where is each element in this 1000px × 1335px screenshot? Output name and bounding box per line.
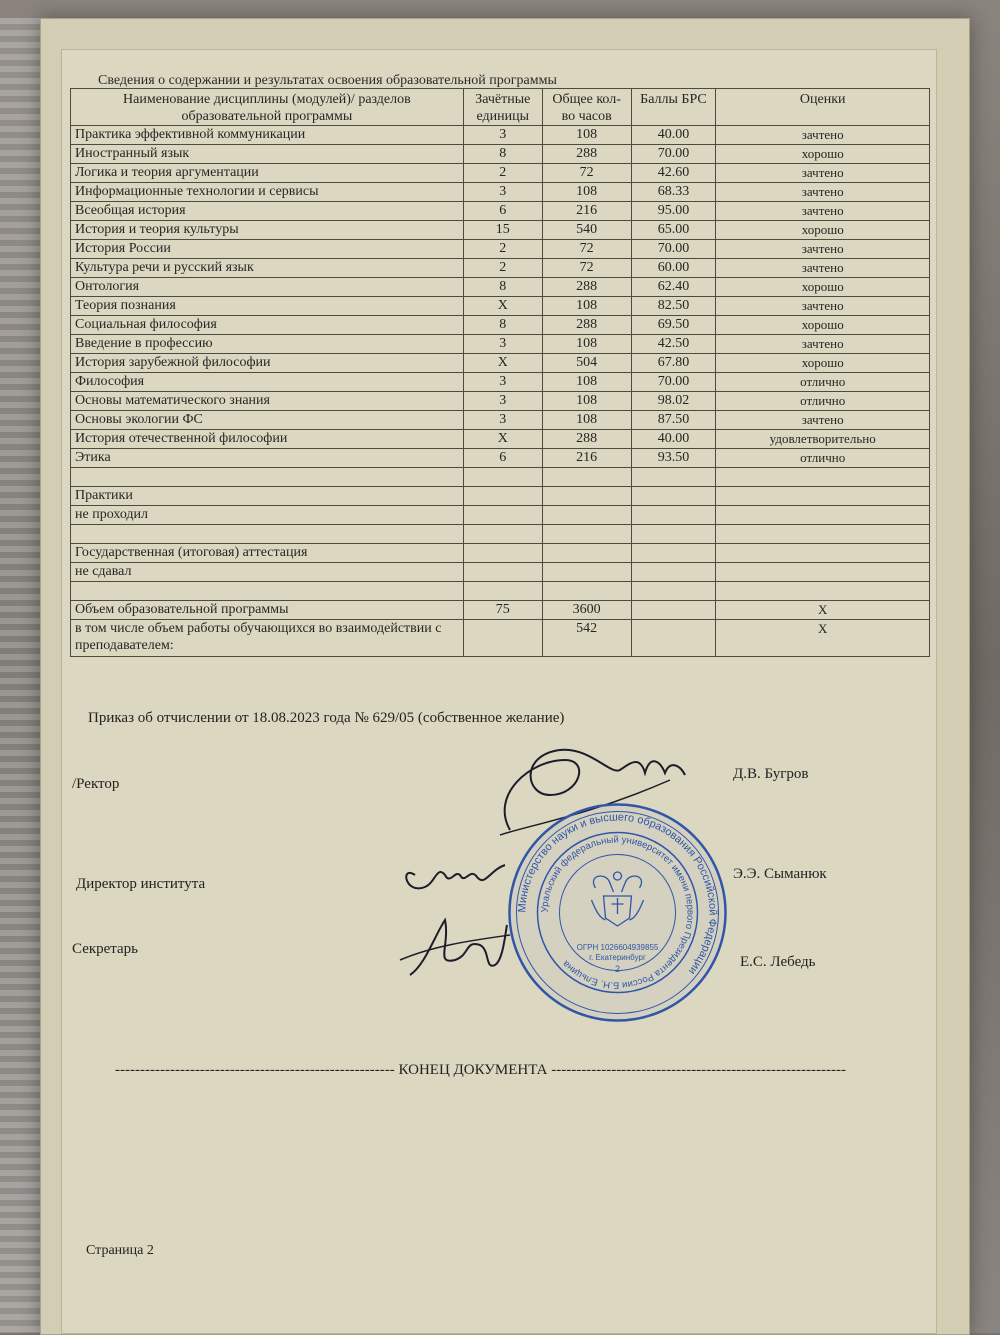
discipline-brs: 98.02 [631, 392, 716, 411]
discipline-credits: 3 [463, 335, 542, 354]
table-row [71, 297, 930, 316]
discipline-hours: 108 [542, 183, 631, 202]
discipline-grade: зачтено [716, 297, 930, 316]
director-name: Э.Э. Сыманюк [733, 866, 827, 882]
discipline-brs: 40.00 [631, 126, 716, 145]
practices-value: не проходил [71, 506, 464, 525]
discipline-name: Культура речи и русский язык [71, 259, 464, 278]
discipline-credits: 6 [463, 449, 542, 468]
table-row [71, 126, 930, 145]
discipline-grade: зачтено [716, 164, 930, 183]
discipline-name: Иностранный язык [71, 145, 464, 164]
contact-label: в том числе объем работы обучающихся во взаимодействии с преподавателем: [71, 620, 464, 657]
column-header-name: Наименование дисциплины (модулей)/ разделов образовательной программы [71, 89, 464, 126]
discipline-hours: 108 [542, 335, 631, 354]
discipline-hours: 288 [542, 145, 631, 164]
discipline-grade: отлично [716, 392, 930, 411]
discipline-grade: зачтено [716, 183, 930, 202]
seal-ogrn: ОГРН 1026604939855 [576, 943, 659, 952]
discipline-name: Всеобщая история [71, 202, 464, 221]
discipline-credits: 2 [463, 240, 542, 259]
discipline-name: История зарубежной философии [71, 354, 464, 373]
discipline-name: Введение в профессию [71, 335, 464, 354]
discipline-grade: хорошо [716, 221, 930, 240]
table-row [71, 183, 930, 202]
table-row [71, 316, 930, 335]
page-number: Страница 2 [86, 1243, 154, 1258]
discipline-brs: 87.50 [631, 411, 716, 430]
discipline-name: История России [71, 240, 464, 259]
discipline-name: Теория познания [71, 297, 464, 316]
discipline-grade: отлично [716, 373, 930, 392]
discipline-hours: 288 [542, 430, 631, 449]
discipline-brs: 95.00 [631, 202, 716, 221]
column-header-grade: Оценки [716, 89, 930, 126]
discipline-grade: зачтено [716, 240, 930, 259]
discipline-brs: 70.00 [631, 240, 716, 259]
secretary-signature [395, 905, 515, 985]
table-row [71, 525, 930, 544]
discipline-hours: 108 [542, 411, 631, 430]
volume-grade: X [716, 601, 930, 620]
discipline-grade: зачтено [716, 126, 930, 145]
discipline-brs: 70.00 [631, 145, 716, 164]
discipline-brs: 65.00 [631, 221, 716, 240]
table-row [71, 354, 930, 373]
practices-value-row [71, 506, 930, 525]
discipline-credits: 8 [463, 278, 542, 297]
table-row [71, 411, 930, 430]
discipline-brs: 62.40 [631, 278, 716, 297]
table-row [71, 278, 930, 297]
discipline-brs: 42.60 [631, 164, 716, 183]
discipline-brs: 82.50 [631, 297, 716, 316]
director-signature [395, 845, 515, 905]
table-row [71, 373, 930, 392]
table-header-row [71, 89, 930, 126]
seal-outer-text: Министерство науки и высшего образования Российской Федерации [516, 811, 719, 977]
discipline-brs: 68.33 [631, 183, 716, 202]
discipline-name: Основы экологии ФС [71, 411, 464, 430]
rector-label: /Ректор [72, 776, 120, 792]
discipline-credits: 3 [463, 183, 542, 202]
discipline-hours: 504 [542, 354, 631, 373]
discipline-name: Основы математического знания [71, 392, 464, 411]
attestation-value: не сдавал [71, 563, 464, 582]
secretary-name: Е.С. Лебедь [740, 954, 816, 970]
discipline-grade: зачтено [716, 335, 930, 354]
discipline-credits: 3 [463, 392, 542, 411]
column-header-brs: Баллы БРС [631, 89, 716, 126]
contact-grade: X [716, 620, 930, 657]
discipline-brs: 69.50 [631, 316, 716, 335]
discipline-name: История отечественной философии [71, 430, 464, 449]
discipline-credits: 6 [463, 202, 542, 221]
rector-name: Д.В. Бугров [733, 766, 809, 782]
discipline-grade: зачтено [716, 259, 930, 278]
official-seal [505, 800, 730, 1025]
discipline-hours: 288 [542, 278, 631, 297]
discipline-name: Философия [71, 373, 464, 392]
discipline-name: Информационные технологии и сервисы [71, 183, 464, 202]
discipline-grade: отлично [716, 449, 930, 468]
discipline-grade: зачтено [716, 202, 930, 221]
table-row [71, 240, 930, 259]
grades-table [70, 88, 930, 657]
discipline-credits: X [463, 297, 542, 316]
practices-row [71, 487, 930, 506]
discipline-credits: 3 [463, 126, 542, 145]
table-row [71, 145, 930, 164]
discipline-credits: 2 [463, 259, 542, 278]
discipline-name: Практика эффективной коммуникации [71, 126, 464, 145]
discipline-hours: 72 [542, 240, 631, 259]
discipline-hours: 72 [542, 164, 631, 183]
table-row [71, 164, 930, 183]
seal-inner-text: Уральский федеральный университет имени первого Президента России Б.Н. Ельцина [539, 834, 696, 991]
contact-hours: 542 [542, 620, 631, 657]
table-row [71, 582, 930, 601]
discipline-hours: 216 [542, 449, 631, 468]
practices-label: Практики [71, 487, 464, 506]
discipline-brs: 70.00 [631, 373, 716, 392]
discipline-grade: хорошо [716, 145, 930, 164]
discipline-credits: 15 [463, 221, 542, 240]
column-header-hours: Общее кол-во часов [542, 89, 631, 126]
discipline-grade: хорошо [716, 278, 930, 297]
discipline-hours: 108 [542, 392, 631, 411]
discipline-credits: X [463, 430, 542, 449]
discipline-hours: 72 [542, 259, 631, 278]
discipline-name: Логика и теория аргументации [71, 164, 464, 183]
discipline-hours: 540 [542, 221, 631, 240]
discipline-hours: 108 [542, 126, 631, 145]
table-row [71, 430, 930, 449]
contact-row [71, 620, 930, 657]
discipline-brs: 60.00 [631, 259, 716, 278]
section-title: Сведения о содержании и результатах освоения образовательной программы [98, 73, 557, 88]
director-label: Директор института [76, 876, 206, 892]
secretary-label: Секретарь [72, 941, 139, 957]
table-row [71, 449, 930, 468]
table-row [71, 392, 930, 411]
discipline-brs: 67.80 [631, 354, 716, 373]
discipline-hours: 216 [542, 202, 631, 221]
disciplines-body [71, 126, 930, 468]
discipline-brs: 40.00 [631, 430, 716, 449]
discipline-credits: X [463, 354, 542, 373]
volume-row [71, 601, 930, 620]
discipline-name: Социальная философия [71, 316, 464, 335]
discipline-brs: 42.50 [631, 335, 716, 354]
volume-label: Объем образовательной программы [71, 601, 464, 620]
attestation-row [71, 544, 930, 563]
expulsion-order: Приказ об отчислении от 18.08.2023 года № 629/05 (собственное желание) [88, 710, 565, 726]
discipline-brs: 93.50 [631, 449, 716, 468]
discipline-credits: 3 [463, 411, 542, 430]
discipline-name: Онтология [71, 278, 464, 297]
volume-hours: 3600 [542, 601, 631, 620]
table-row [71, 259, 930, 278]
discipline-credits: 8 [463, 316, 542, 335]
table-row [71, 468, 930, 487]
table-row [71, 221, 930, 240]
discipline-hours: 108 [542, 297, 631, 316]
column-header-credits: Зачётные единицы [463, 89, 542, 126]
discipline-credits: 2 [463, 164, 542, 183]
seal-city: г. Екатеринбург [589, 953, 646, 962]
discipline-credits: 8 [463, 145, 542, 164]
volume-credits: 75 [463, 601, 542, 620]
discipline-hours: 288 [542, 316, 631, 335]
attestation-label: Государственная (итоговая) аттестация [71, 544, 464, 563]
discipline-credits: 3 [463, 373, 542, 392]
discipline-grade: хорошо [716, 316, 930, 335]
discipline-grade: зачтено [716, 411, 930, 430]
discipline-grade: хорошо [716, 354, 930, 373]
table-row [71, 202, 930, 221]
end-of-document: -------------------------------------------------------- КОНЕЦ ДОКУМЕНТА ----------------------------------------------------------- [115, 1062, 846, 1078]
table-row [71, 335, 930, 354]
discipline-grade: удовлетворительно [716, 430, 930, 449]
attestation-value-row [71, 563, 930, 582]
discipline-hours: 108 [542, 373, 631, 392]
seal-number: 2 [614, 964, 621, 974]
discipline-name: История и теория культуры [71, 221, 464, 240]
discipline-name: Этика [71, 449, 464, 468]
